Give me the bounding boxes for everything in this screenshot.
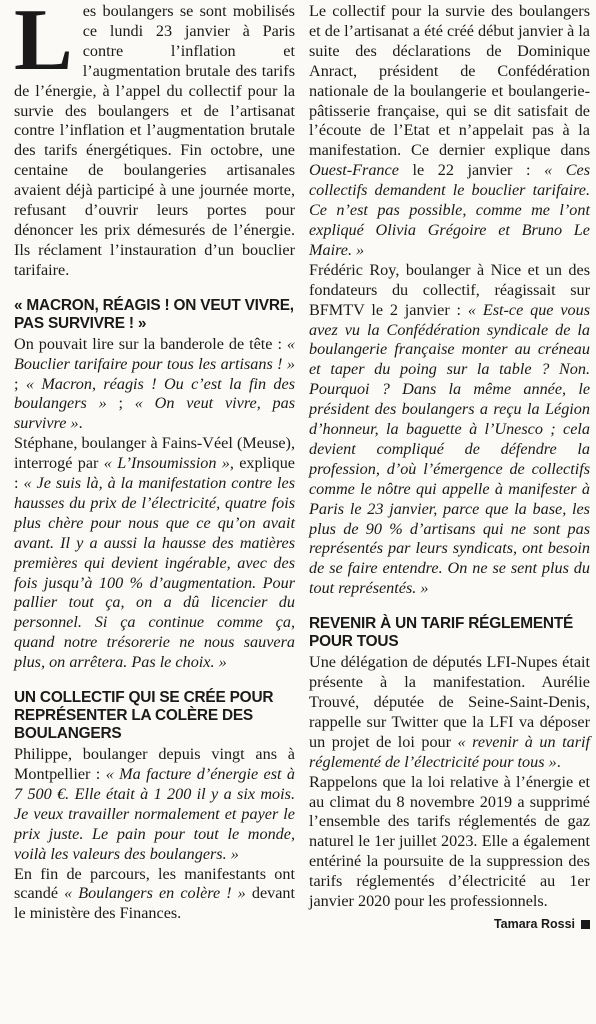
subheading-collectif: UN COLLECTIF QUI SE CRÉE POUR REPRÉSENTER LA COLÈRE DES BOULANGERS xyxy=(14,689,274,743)
paragraph-collectif-creation: Le collectif pour la survie des boulangers et de l’artisanat a été créé début janvier à la suite des déclarations de Dominique Anract, président de Confédération nationale de la boulangerie et boulangerie-pâtisserie française, qui se dit satisfait de l’écoute de l’Etat et n’appelait pas à la manifestation. Ce dernier explique dans Ouest-France le 22 janvier : « Ces collectifs demandent le bouclier tarifaire. Ce n’est pas possible, comme me l’ont expliqué Olivia Grégoire et Bruno Le Maire. » xyxy=(309,2,591,259)
paragraph-philippe: Philippe, boulanger depuis vingt ans à Montpellier : « Ma facture d’énergie est à 7 500 €. Elle était à 1 200 il y a six mois. Je veux travailler normalement et payer le prix juste. Le pain pour tout le monde, voilà les valeurs des boulangers. » xyxy=(14,745,296,863)
author-name: Tamara Rossi xyxy=(493,916,575,931)
paragraph-stephane: Stéphane, boulanger à Fains-Véel (Meuse), interrogé par « L’Insoumission », explique : « Je suis là, à la manifestation contre les hausses du prix de l’électricité, quatre fois plus chère pour nous que ce qu’on avait avant. Il y a aussi la hausse des matières premières qui devient ingérable, avec des fois jusqu’à 100 % d’augmentation. Pour pallier tout ça, on a dû licencier du personnel. Si ça continue comme ça, quand notre trésorerie ne nous sauvera plus, on arrêtera. Pas le choix. » xyxy=(14,434,296,672)
intro-paragraph xyxy=(14,2,295,281)
author-signature xyxy=(309,915,590,935)
subheading-tarif-reglemente: REVENIR À UN TARIF RÉGLEMENTÉ POUR TOUS xyxy=(309,615,574,651)
subheading-macron-reagis: « MACRON, RÉAGIS ! ON VEUT VIVRE, PAS SURVIVRE ! » xyxy=(14,296,294,332)
column-left xyxy=(14,2,295,1024)
paragraph-frederic-roy: Frédéric Roy, boulanger à Nice et un des fondateurs du collectif, réagissait sur BFMTV le 2 janvier : « Est-ce que vous avez vu la Confédération syndicale de la boulangerie française monter au créneau et taper du poing sur la table ? Non. Pourquoi ? Dans la même année, le président des boulangers a reçu la Légion d’honneur, la baguette à l’Unesco ; cela devient compliqué de défendre la profession, d’où l’émergence de collectifs comme le nôtre qui appelle à manifester à Paris le 23 janvier, parce que la base, les plus de 90 % d’artisans qui ne sont pas représentés par leurs syndicats, ont besoin de se faire entendre. On ne se sent plus du tout représentés. » xyxy=(309,260,590,598)
intro-text: es boulangers se sont mobilisés ce lundi 23 janvier à Paris contre l’inflation et l’augmentation brutale des tarifs de l’énergie, à l’appel du collectif pour la survie des boulangers et de l’artisanat contre l’inflation et l’augmentation brutale des tarifs énergétiques. Fin octobre, une centaine de boulangeries artisanales avaient déjà participé à une journée morte, refusant d’ouvrir leurs portes pour dénoncer les prix démesurés de l’énergie. Ils réclament l’instauration d’un bouclier tarifaire. xyxy=(14,2,295,279)
drop-cap: L xyxy=(14,0,73,89)
paragraph-banderole: On pouvait lire sur la banderole de tête : « Bouclier tarifaire pour tous les artisans ! » ; « Macron, réagis ! Ou c’est la fin des boulangers » ; « On veut vivre, pas survivre ». xyxy=(14,334,296,433)
paragraph-delegation: Une délégation de députés LFI-Nupes était présente à la manifestation. Aurélie Trouvé, députée de Seine-Saint-Denis, rappelle sur Twitter que la LFI va déposer un projet de loi pour « revenir à un tarif réglementé de l’électricité pour tous ». xyxy=(309,653,590,771)
end-mark-icon xyxy=(581,920,590,929)
column-right xyxy=(309,2,590,1024)
paragraph-loi-energie: Rappelons que la loi relative à l’énergie et au climat du 8 novembre 2019 a supprimé l’ensemble des tarifs réglementés de gaz naturel le 1er juillet 2023. Elle a également entériné la poursuite de la suppression des tarifs réglementés d’électricité au 1er janvier 2020 pour les professionnels. xyxy=(309,772,590,911)
paragraph-fin-parcours: En fin de parcours, les manifestants ont scandé « Boulangers en colère ! » devant le ministère des Finances. xyxy=(14,864,295,923)
